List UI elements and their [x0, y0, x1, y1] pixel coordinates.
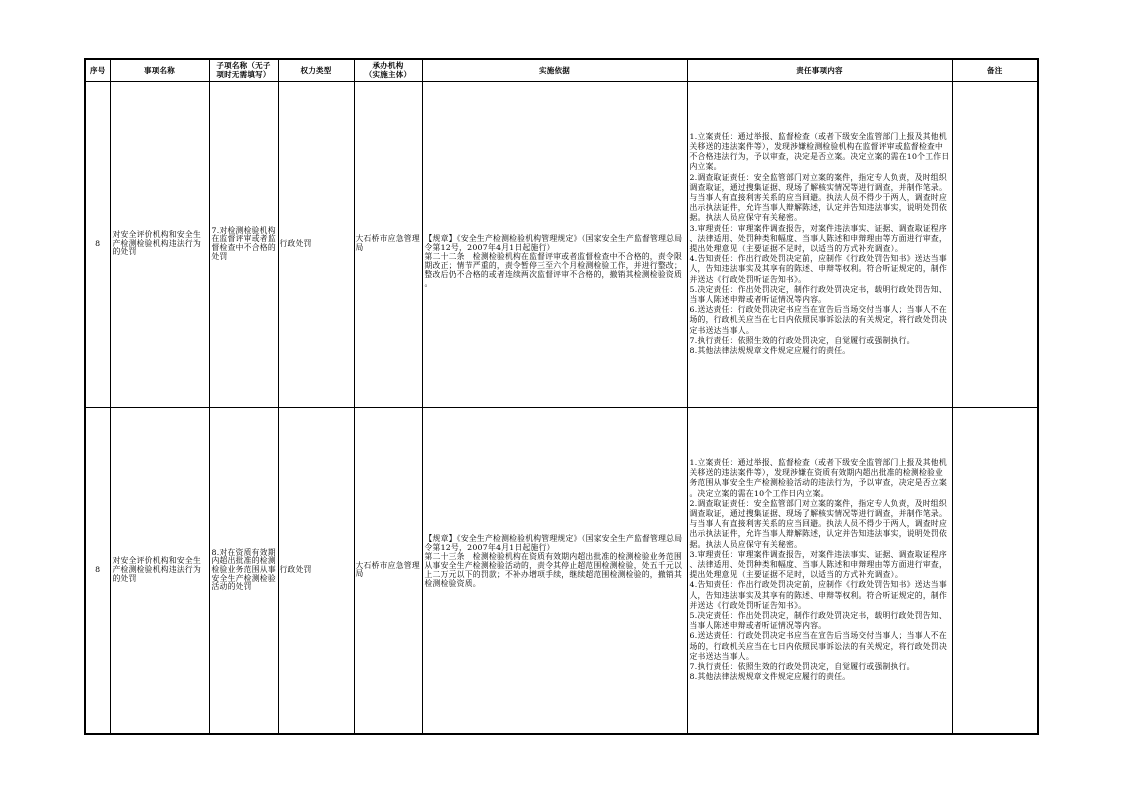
cell-org: 大石桥市应急管理局	[354, 81, 422, 407]
responsibility-item: 5.决定责任：作出处罚决定，制作行政处罚决定书，载明行政处罚告知、当事人陈述申辩或者听证情况等内容。	[689, 611, 947, 631]
responsibility-item: 2.调查取证责任：安全监管部门对立案的案件，指定专人负责，及时组织调查取证，通过搜集证据、现场了解核实情况等进行调查，并制作笔录。与当事人有直接利害关系的应当回避。执法人员不得少于两人，调查时应出示执法证件，允许当事人辩解陈述，认定并告知违法事实，说明处罚依据。执法人员应保守有关秘密。	[689, 172, 947, 223]
cell-item-name: 对安全评价机构和安全生产检测检验机构违法行为的处罚	[110, 81, 209, 407]
header-org: 承办机构 （实施主体）	[354, 59, 422, 81]
header-sub-item-name: 子项名称（无子 项时无需填写）	[209, 59, 278, 81]
cell-sub-item-name: 8.对在资质有效期内超出批准的检测检验业务范围从事安全生产检测检验活动的处罚	[209, 407, 278, 734]
basis-paragraph: 第二十三条 检测检验机构在资质有效期内超出批准的检测检验业务范围从事安全生产检测检验活动的，责令其停止超范围检测检验，处五千元以上二万元以下的罚款；不补办增项手续，继续超范围检测检验的，撤销其检测检验资质。	[424, 552, 682, 589]
header-power-type: 权力类型	[278, 59, 354, 81]
cell-remarks	[952, 81, 1038, 407]
cell-basis	[422, 407, 687, 734]
responsibility-item: 1.立案责任：通过举报、监督检查（或者下级安全监管部门上报及其他机关移送的违法案件等），发现涉嫌检测检验机构在监督评审或监督检查中不合格违法行为，予以审查，决定是否立案。决定立案的需在10个工作日内立案。	[689, 131, 950, 172]
cell-responsibilities	[687, 407, 952, 734]
cell-sub-item-name: 7.对检测检验机构在监督评审或者监督检查中不合格的处罚	[209, 81, 278, 407]
header-remarks: 备注	[952, 59, 1038, 81]
responsibility-item: 6.送达责任：行政处罚决定书应当在宣告后当场交付当事人；当事人不在场的，行政机关应当在七日内依照民事诉讼法的有关规定，将行政处罚决定书送达当事人。	[689, 305, 947, 335]
table-row	[85, 81, 1038, 407]
cell-remarks	[952, 407, 1038, 734]
basis-paragraph: 【规章】《安全生产检测检验机构管理规定》（国家安全生产监督管理总局令第12号，2007年4月1日起施行）	[424, 534, 683, 553]
responsibility-item: 1.立案责任：通过举报、监督检查（或者下级安全监管部门上报及其他机关移送的违法案件等），发现涉嫌在资质有效期内超出批准的检测检验业务范围从事安全生产检测检验活动的违法行为，予以审查，决定是否立案。决定立案的需在10个工作日内立案。	[689, 458, 947, 498]
responsibility-item: 6.送达责任：行政处罚决定书应当在宣告后当场交付当事人；当事人不在场的，行政机关应当在七日内依照民事诉讼法的有关规定，将行政处罚决定书送达当事人。	[689, 631, 947, 661]
responsibility-item: 2.调查取证责任：安全监管部门对立案的案件，指定专人负责，及时组织调查取证，通过搜集证据、现场了解核实情况等进行调查，并制作笔录。与当事人有直接利害关系的应当回避。执法人员不得少于两人，调查时应出示执法证件，允许当事人辩解陈述，认定并告知违法事实，说明处罚依据。执法人员应保守有关秘密。	[689, 498, 947, 549]
table-header-row	[85, 59, 1038, 81]
header-responsibilities: 责任事项内容	[687, 59, 952, 81]
header-basis: 实施依据	[422, 59, 687, 81]
basis-paragraph: 第二十二条 检测检验机构在监督评审或者监督检查中不合格的，责令限期改正；情节严重的，责令暂停三至六个月检测检验工作，并进行整改；整改后仍不合格的或者连续两次监督评审不合格的，撤销其检测检验资质。	[424, 252, 682, 288]
header-item-name: 事项名称	[110, 59, 209, 81]
cell-power-type: 行政处罚	[278, 81, 354, 407]
basis-paragraph: 【规章】《安全生产检测检验机构管理规定》（国家安全生产监督管理总局令第12号，2007年4月1日起施行）	[424, 234, 683, 252]
cell-power-type: 行政处罚	[278, 407, 354, 734]
cell-seq: 8	[85, 407, 110, 734]
responsibility-item: 3.审理责任：审理案件调查报告，对案件违法事实、证据、调查取证程序、法律适用、处罚种类和幅度、当事人陈述和申辩理由等方面进行审查，提出处理意见（主要证据不足时，以适当的方式补充调查）。	[689, 223, 947, 253]
power-list-table	[84, 58, 1039, 735]
responsibility-item: 5.决定责任：作出处罚决定，制作行政处罚决定书，载明行政处罚告知、当事人陈述申辩或者听证情况等内容。	[689, 284, 947, 305]
cell-seq: 8	[85, 81, 110, 407]
cell-responsibilities	[687, 81, 952, 407]
responsibility-item: 8.其他法律法规规章文件规定应履行的责任。	[689, 672, 851, 682]
cell-org: 大石桥市应急管理局	[354, 407, 422, 734]
header-seq: 序号	[85, 59, 110, 81]
cell-basis	[422, 81, 687, 407]
table-row	[85, 407, 1038, 734]
responsibility-item: 4.告知责任：作出行政处罚决定前，应制作《行政处罚告知书》送达当事人，告知违法事实及其享有的陈述、申辩等权利。符合听证规定的，制作并送达《行政处罚听证告知书》。	[689, 580, 947, 610]
responsibility-item: 8.其他法律法规规章文件规定应履行的责任。	[689, 346, 851, 356]
cell-item-name: 对安全评价机构和安全生产检测检验机构违法行为的处罚	[110, 407, 209, 734]
responsibility-item: 3.审理责任：审理案件调查报告，对案件违法事实、证据、调查取证程序、法律适用、处罚种类和幅度、当事人陈述和申辩理由等方面进行审查，提出处理意见（主要证据不足时，以适当的方式补充调查）。	[689, 549, 947, 580]
responsibility-item: 7.执行责任：依照生效的行政处罚决定，自觉履行或强制执行。	[689, 335, 915, 345]
responsibility-item: 7.执行责任：依照生效的行政处罚决定，自觉履行或强制执行。	[689, 662, 915, 672]
responsibility-item: 4.告知责任：作出行政处罚决定前，应制作《行政处罚告知书》送达当事人，告知违法事实及其享有的陈述、申辩等权利。符合听证规定的，制作并送达《行政处罚听证告知书》。	[689, 254, 947, 284]
